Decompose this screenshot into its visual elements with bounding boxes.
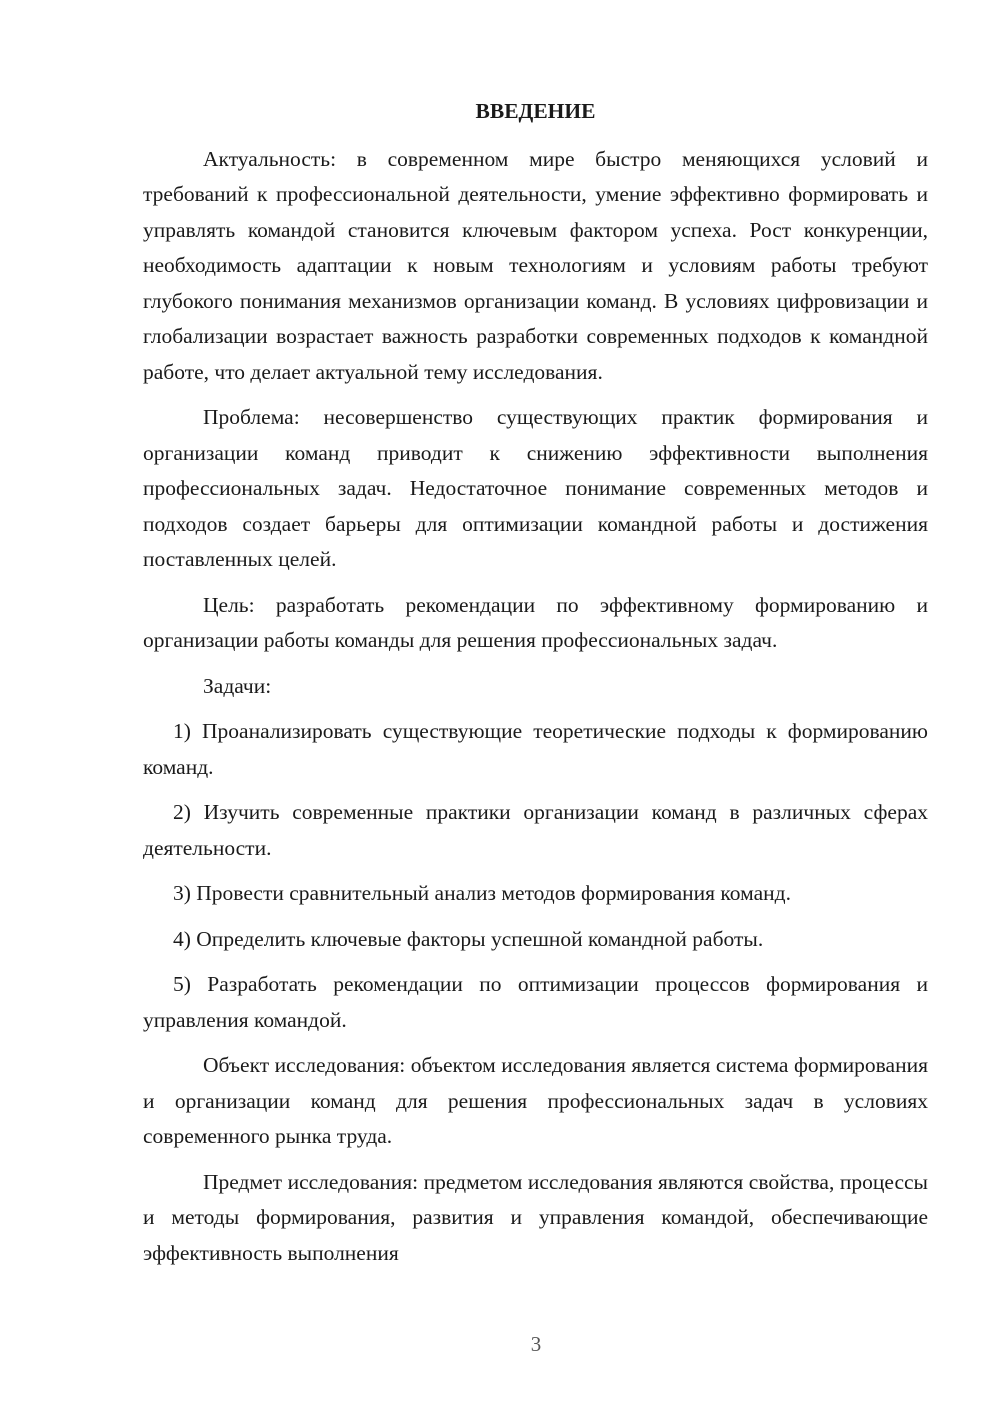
relevance-paragraph: Актуальность: в современном мире быстро меняющихся условий и требований к профессиональной деятельности, умение эффективно формировать и управлять командой становится ключевым фактором успеха. Рост конкуренции, необходимость адаптации к новым технологиям и условиям работы требуют глубокого понимания механизмов организации команд. В условиях цифровизации и глобализации возрастает важность разработки современных подходов к командной работе, что делает актуальной тему исследования. <box>143 146 928 384</box>
task-item-3: 3) Провести сравнительный анализ методов формирования команд. <box>173 881 791 905</box>
page-content <box>143 94 928 1281</box>
section-title: ВВЕДЕНИЕ <box>475 99 596 123</box>
task-item-1: 1) Проанализировать существующие теоретические подходы к формированию команд. <box>143 719 928 779</box>
task-item-5: 5) Разработать рекомендации по оптимизации процессов формирования и управления командой. <box>143 972 928 1032</box>
object-paragraph: Объект исследования: объектом исследования является система формирования и организации команд для решения профессиональных задач в условиях современного рынка труда. <box>143 1053 928 1148</box>
problem-paragraph: Проблема: несовершенство существующих практик формирования и организации команд приводит к снижению эффективности выполнения профессиональных задач. Недостаточное понимание современных методов и подходов создает барьеры для оптимизации командной работы и достижения поставленных целей. <box>143 405 928 571</box>
subject-paragraph: Предмет исследования: предметом исследования являются свойства, процессы и методы формирования, развития и управления командой, обеспечивающие эффективность выполнения <box>143 1169 928 1265</box>
task-item-2: 2) Изучить современные практики организации команд в различных сферах деятельности. <box>143 800 928 860</box>
goal-paragraph: Цель: разработать рекомендации по эффективному формированию и организации работы команды для решения профессиональных задач. <box>143 592 928 652</box>
page-number: 3 <box>530 1332 542 1356</box>
tasks-heading: Задачи: <box>203 673 272 698</box>
task-item-4: 4) Определить ключевые факторы успешной командной работы. <box>173 926 764 951</box>
